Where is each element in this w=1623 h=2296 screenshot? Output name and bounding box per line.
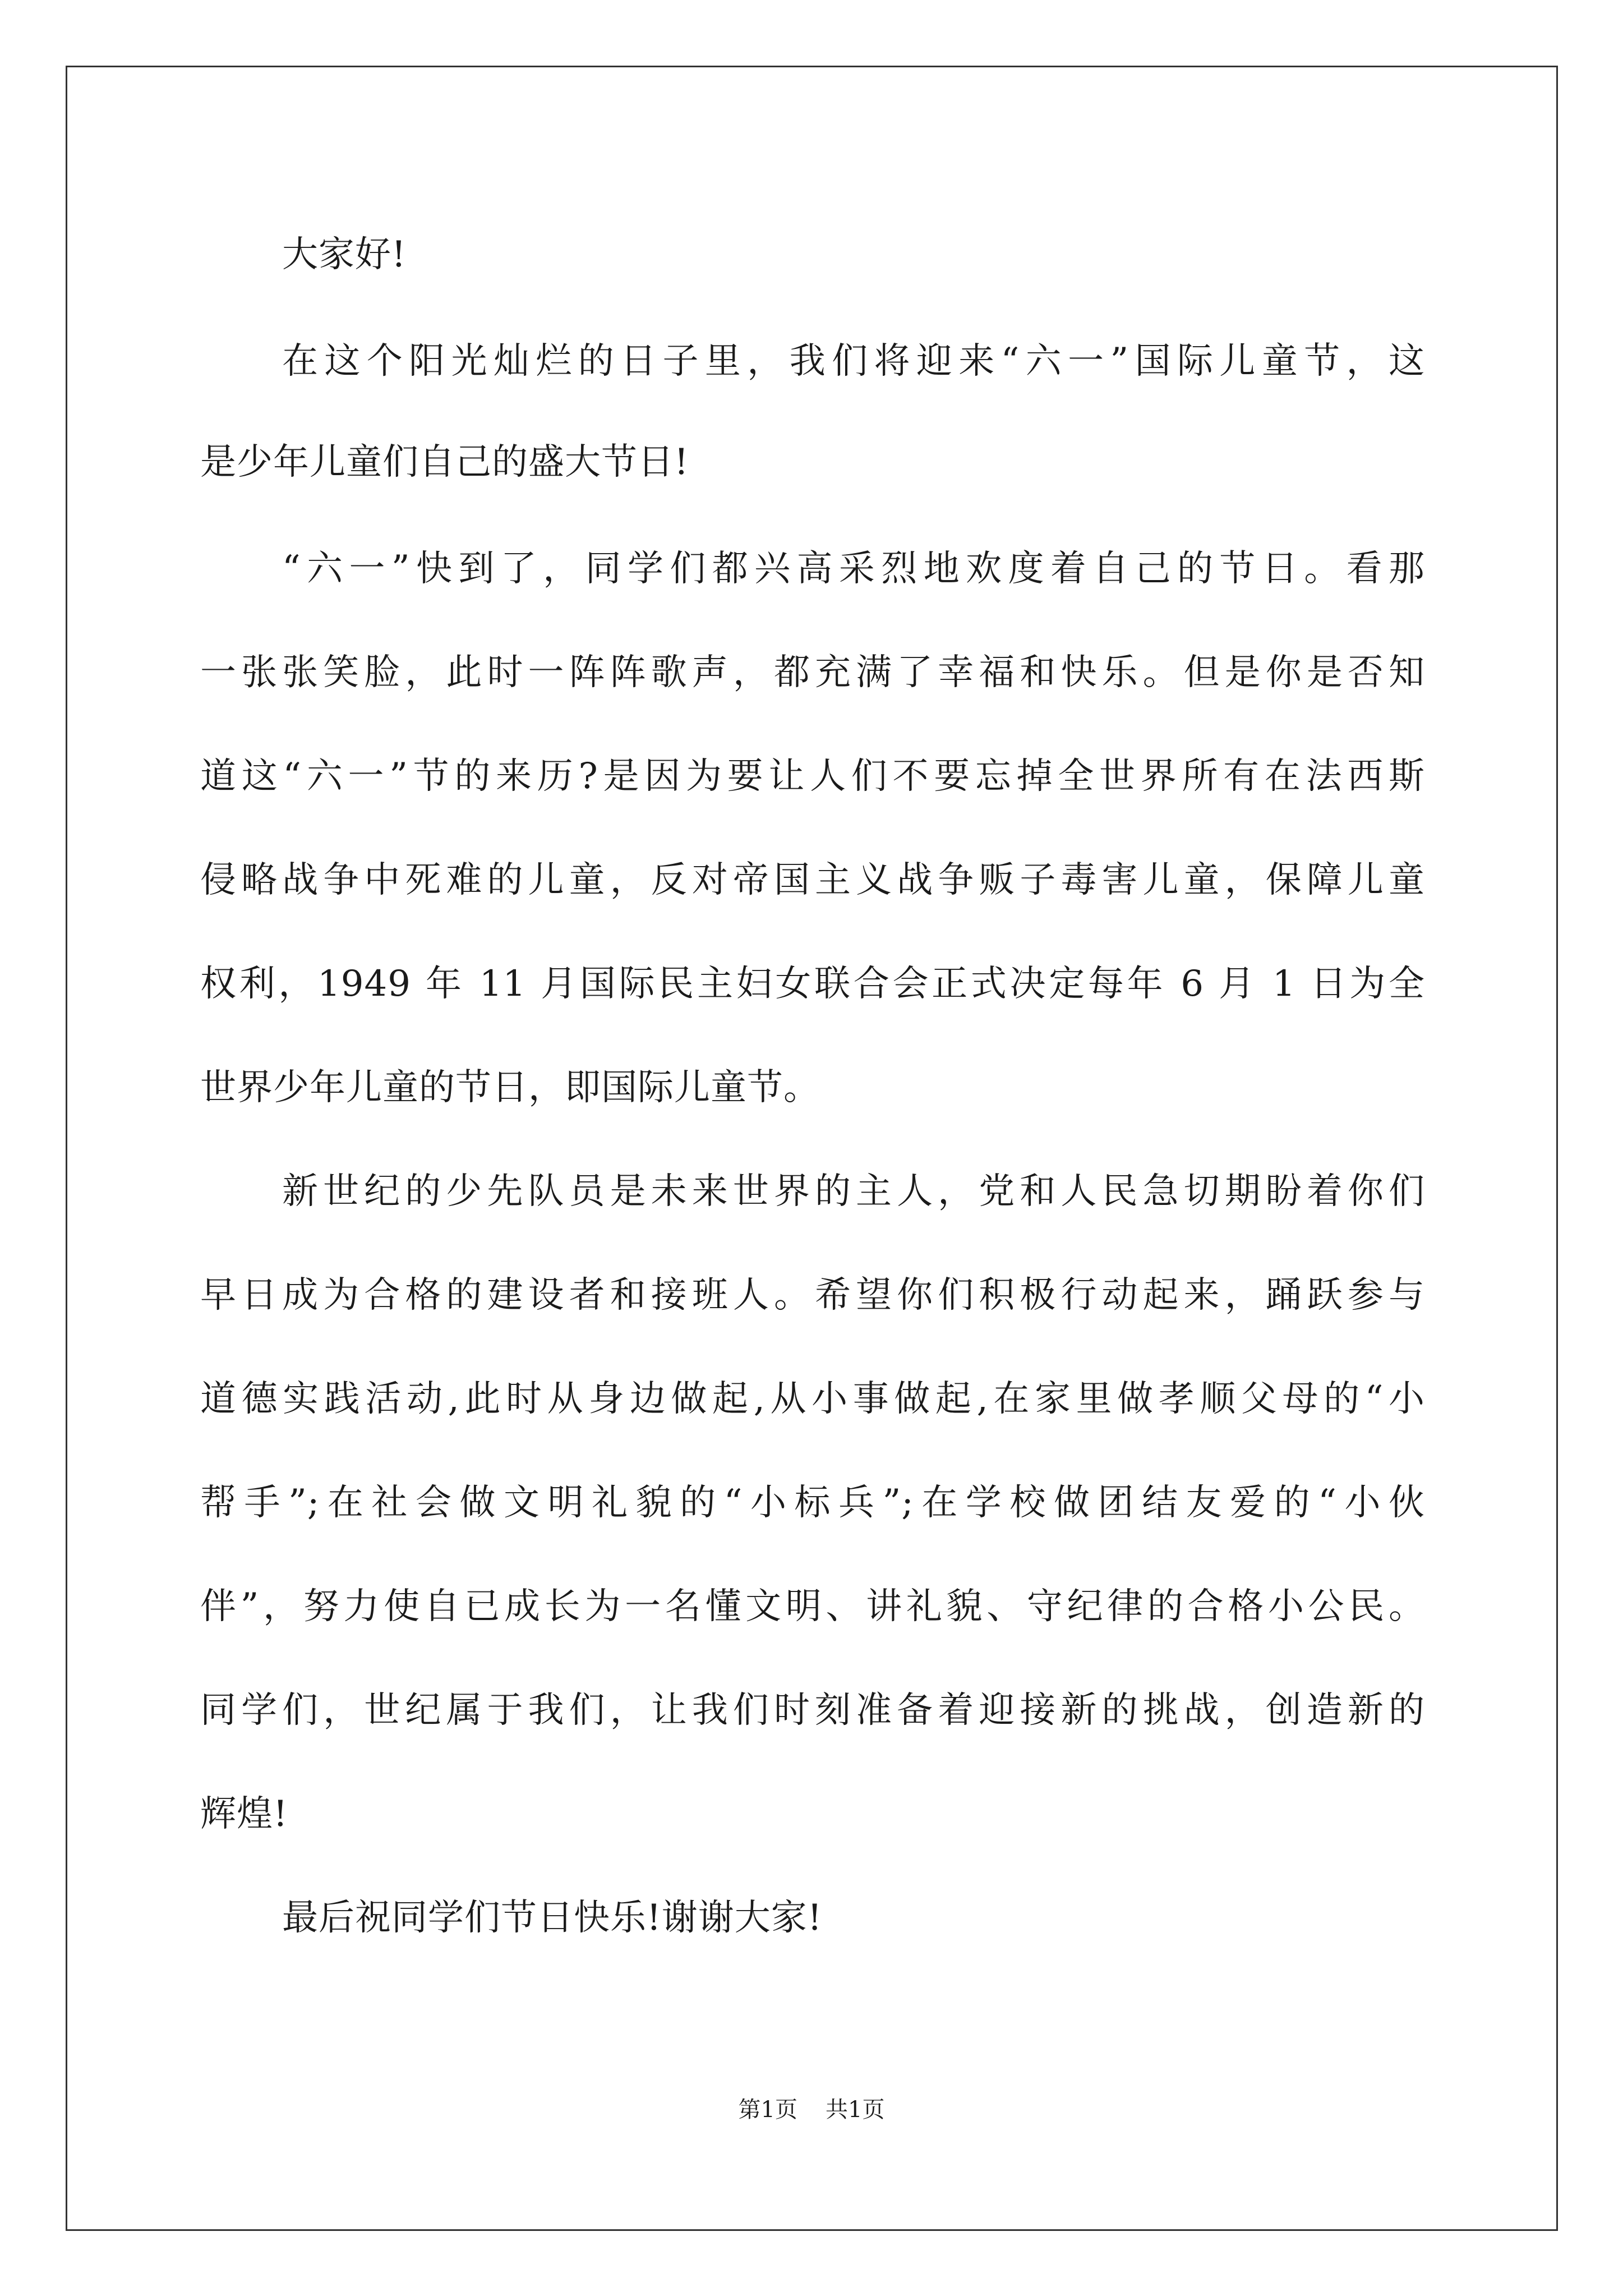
paragraph-line: 新世纪的少先队员是未来世界的主人，党和人民急切期盼着你们 [282, 1171, 1425, 1212]
page-footer [0, 2093, 1623, 2127]
paragraph-line: 权利，1949 年 11 月国际民主妇女联合会正式决定每年 6 月 1 日为全 [200, 963, 1425, 1005]
paragraph-line: “六一”快到了，同学们都兴高采烈地欢度着自己的节日。看那 [282, 548, 1425, 590]
page-number: 第1页 [738, 2097, 797, 2123]
paragraph-line: 辉煌! [200, 1793, 288, 1835]
paragraph-line: 侵略战争中死难的儿童，反对帝国主义战争贩子毒害儿童，保障儿童 [200, 859, 1425, 901]
paragraph-line: 是少年儿童们自己的盛大节日! [200, 441, 689, 483]
paragraph-line: 帮手”;在社会做文明礼貌的“小标兵”;在学校做团结友爱的“小伙 [200, 1482, 1425, 1524]
paragraph-line: 世界少年儿童的节日，即国际儿童节。 [200, 1067, 820, 1108]
paragraph-line: 道德实践活动,此时从身边做起,从小事做起,在家里做孝顺父母的“小 [200, 1378, 1425, 1420]
paragraph-line: 伴”，努力使自已成长为一名懂文明、讲礼貌、守纪律的合格小公民。 [200, 1586, 1425, 1627]
greeting-line: 大家好! [282, 234, 407, 275]
paragraph-line: 早日成为合格的建设者和接班人。希望你们积极行动起来，踊跃参与 [200, 1274, 1425, 1316]
paragraph-line: 在这个阳光灿烂的日子里，我们将迎来“六一”国际儿童节，这 [282, 341, 1425, 382]
page-total: 共1页 [826, 2097, 885, 2123]
paragraph-line: 道这“六一”节的来历?是因为要让人们不要忘掉全世界所有在法西斯 [200, 756, 1425, 797]
paragraph-line: 一张张笑脸，此时一阵阵歌声，都充满了幸福和快乐。但是你是否知 [200, 652, 1425, 693]
paragraph-line: 同学们，世纪属于我们，让我们时刻准备着迎接新的挑战，创造新的 [200, 1690, 1425, 1731]
closing-line: 最后祝同学们节日快乐!谢谢大家! [282, 1897, 823, 1939]
